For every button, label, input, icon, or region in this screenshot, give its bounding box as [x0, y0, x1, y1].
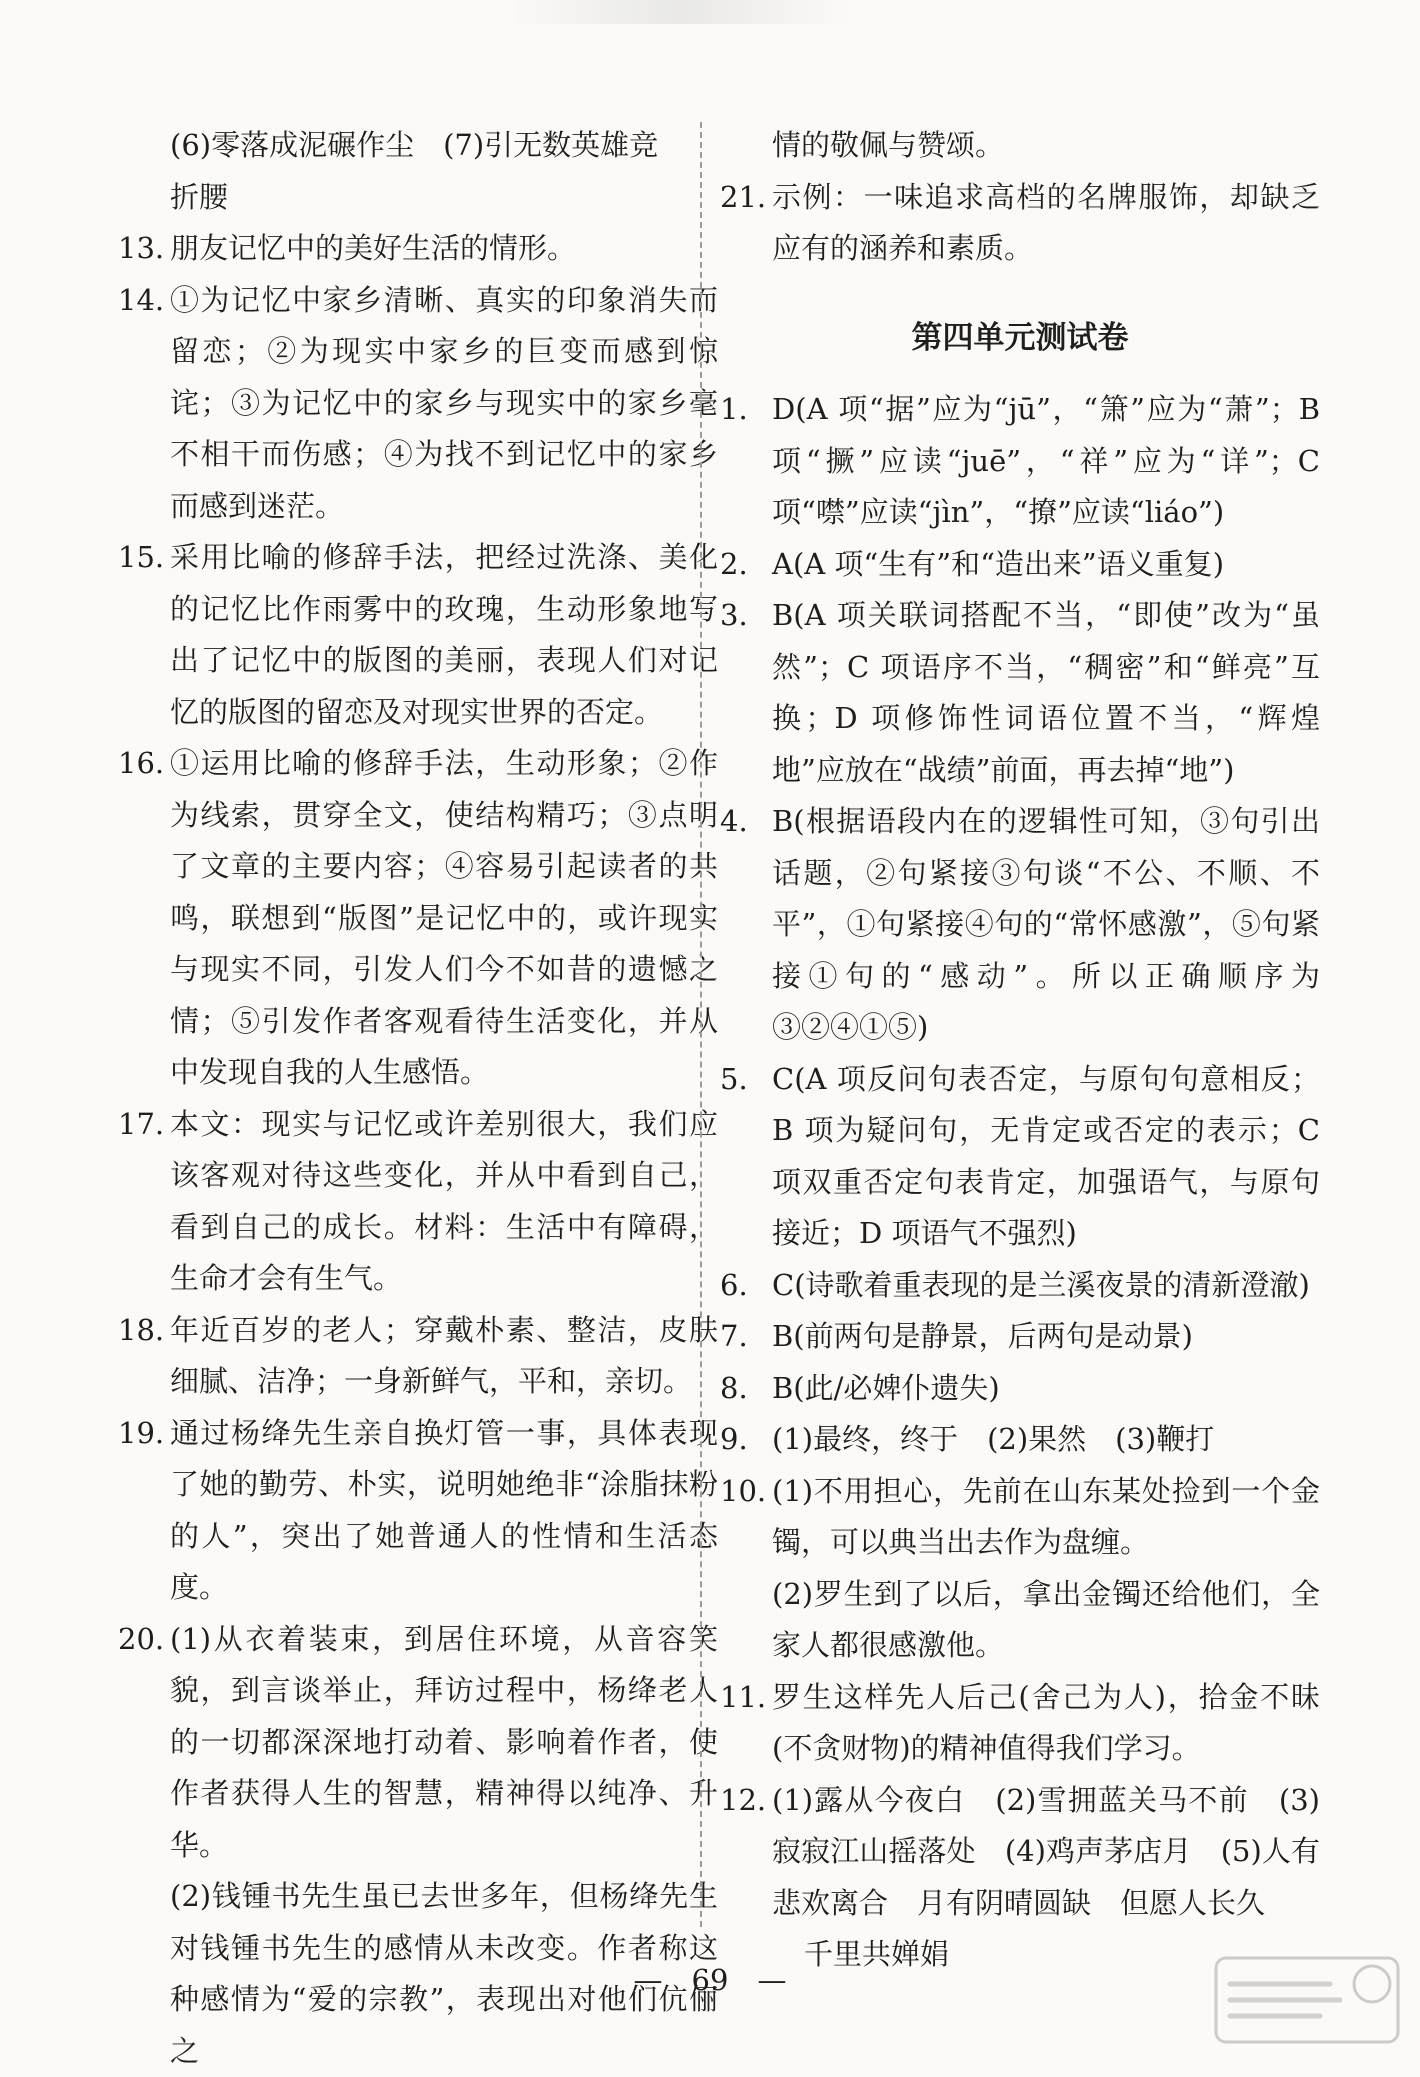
column-divider — [700, 122, 702, 1927]
answer-text: D(A 项“据”应为“jū”，“箫”应为“萧”；B 项“撅”应读“juē”，“祥”应为“详”；C 项“噤”应读“jìn”，“撩”应读“liáo”) — [772, 392, 1320, 529]
watermark-logo-icon — [1212, 1954, 1402, 2046]
answer-text: B(根据语段内在的逻辑性可知，③句引出话题，②句紧接③句谈“不公、不顺、不平”，①句紧接④句的“常怀感激”，⑤句紧接①句的“感动”。所以正确顺序为③②④①⑤) — [772, 804, 1320, 1044]
answer-text: ①运用比喻的修辞手法，生动形象；②作为线索，贯穿全文，使结构精巧；③点明了文章的主要内容；④容易引起读者的共鸣，联想到“版图”是记忆中的，或许现实与现实不同，引发人们今不如昔的遗憾之情；⑤引发作者客观看待生活变化，并从中发现自我的人生感悟。 — [170, 746, 718, 1089]
answer-item — [720, 590, 1320, 796]
answer-item — [118, 1614, 718, 1872]
continued-line: (6)零落成泥碾作尘 (7)引无数英雄竞 — [170, 128, 659, 162]
answer-number: 6. — [720, 1267, 748, 1302]
answer-text: B(此/必婢仆遗失) — [772, 1370, 1000, 1405]
answer-item — [720, 1414, 1320, 1466]
answer-number: 19. — [118, 1415, 165, 1450]
answer-text: ①为记忆中家乡清晰、真实的印象消失而留恋；②为现实中家乡的巨变而感到惊诧；③为记忆中的家乡与现实中的家乡毫不相干而伤感；④为找不到记忆中的家乡而感到迷茫。 — [170, 282, 718, 523]
answer-text: 朋友记忆中的美好生活的情形。 — [170, 231, 577, 265]
answer-text: 罗生这样先人后己(舍己为人)，拾金不昧(不贪财物)的精神值得我们学习。 — [772, 1679, 1320, 1765]
answer-text: B(前两句是静景，后两句是动景) — [772, 1319, 1193, 1353]
answer-number: 7. — [720, 1319, 748, 1353]
answer-item — [720, 1672, 1320, 1775]
answer-number: 4. — [720, 804, 748, 838]
answer-item — [720, 1466, 1320, 1569]
scan-header-smudge — [510, 0, 850, 24]
answer-subpart: (2)钱锺书先生虽已去世多年，但杨绛先生对钱锺书先生的感情从未改变。作者称这种感情为“爱的宗教”，表现出对他们伉俪之 — [170, 1879, 718, 2068]
answer-number: 2. — [720, 546, 748, 581]
answer-text: (1)露从今夜白 (2)雪拥蓝关马不前 (3)寂寂江山摇落处 (4)鸡声茅店月 (5)人有悲欢离合 月有阴晴圆缺 但愿人长久 — [772, 1782, 1320, 1920]
answer-item — [118, 223, 718, 275]
answer-item — [720, 796, 1320, 1054]
answer-text: (1)从衣着装束，到居住环境，从音容笑貌，到言谈举止，拜访过程中，杨绛老人的一切都深深地打动着、影响着作者，使作者获得人生的智慧，精神得以纯净、升华。 — [170, 1621, 718, 1862]
continued-line: 折腰 — [170, 179, 229, 214]
answer-item — [720, 1260, 1320, 1312]
answer-number: 17. — [118, 1106, 165, 1141]
answer-number: 8. — [720, 1370, 748, 1405]
answer-number: 21. — [720, 179, 767, 214]
answer-number: 15. — [118, 540, 165, 574]
answer-text: 采用比喻的修辞手法，把经过洗涤、美化的记忆比作雨雾中的玫瑰，生动形象地写出了记忆中的版图的美丽，表现人们对记忆的版图的留恋及对现实世界的否定。 — [170, 540, 718, 729]
answer-subpart: (2)罗生到了以后，拿出金镯还给他们，全家人都很感激他。 — [772, 1576, 1320, 1662]
answer-number: 9. — [720, 1422, 748, 1456]
answer-number: 14. — [118, 282, 165, 317]
answer-item — [118, 1099, 718, 1305]
answer-text: (1)最终，终于 (2)果然 (3)鞭打 — [772, 1422, 1215, 1456]
answer-number: 18. — [118, 1312, 165, 1347]
left-column — [118, 120, 718, 2077]
answer-item — [118, 1305, 718, 1408]
answer-number: 13. — [118, 231, 165, 265]
answer-text: 示例：一味追求高档的名牌服饰，却缺乏应有的涵养和素质。 — [772, 179, 1320, 265]
answer-text: 年近百岁的老人；穿戴朴素、整洁，皮肤细腻、洁净；一身新鲜气，平和，亲切。 — [170, 1312, 718, 1398]
answer-item — [118, 532, 718, 738]
answer-item — [720, 172, 1320, 275]
answer-item — [118, 1408, 718, 1614]
answer-number: 20. — [118, 1621, 165, 1656]
answer-text: 本文：现实与记忆或许差别很大，我们应该客观对待这些变化，并从中看到自己，看到自己的成长。材料：生活中有障碍，生命才会有生气。 — [170, 1106, 718, 1295]
answer-text: C(A 项反问句表否定，与原句句意相反；B 项为疑问句，无肯定或否定的表示；C 项双重否定句表肯定，加强语气，与原句接近；D 项语气不强烈) — [772, 1061, 1320, 1250]
answer-list — [118, 223, 718, 1871]
answer-number: 11. — [720, 1679, 767, 1714]
answer-number: 3. — [720, 598, 748, 632]
answer-item — [118, 738, 718, 1099]
answer-list — [720, 384, 1320, 1569]
watermark-logo — [1212, 1954, 1402, 2046]
continued-line: 情的敬佩与赞颂。 — [772, 128, 1005, 162]
answer-item — [118, 275, 718, 533]
answer-item — [720, 1775, 1320, 1930]
answer-tail-line: 千里共婵娟 — [804, 1937, 950, 1971]
answer-number: 16. — [118, 746, 165, 780]
answer-item — [720, 1311, 1320, 1363]
answer-number: 10. — [720, 1473, 767, 1508]
answer-number: 1. — [720, 392, 748, 426]
right-column — [720, 120, 1320, 1981]
answer-text: (1)不用担心，先前在山东某处捡到一个金镯，可以典当出去作为盘缠。 — [772, 1473, 1320, 1559]
answer-text: B(A 项关联词搭配不当，“即使”改为“虽然”；C 项语序不当，“稠密”和“鲜亮”互换；D 项修饰性词语位置不当，“辉煌地”应放在“战绩”前面，再去掉“地”) — [772, 598, 1320, 787]
page-number: — 69 — — [633, 1963, 787, 1997]
answer-item — [720, 384, 1320, 539]
answer-item — [720, 1363, 1320, 1415]
answer-text: C(诗歌着重表现的是兰溪夜景的清新澄澈) — [772, 1267, 1310, 1302]
answer-number: 12. — [720, 1782, 767, 1817]
section-title: 第四单元测试卷 — [911, 319, 1129, 356]
answer-item — [720, 539, 1320, 591]
answer-number: 5. — [720, 1061, 748, 1096]
answer-text: 通过杨绛先生亲自换灯管一事，具体表现了她的勤劳、朴实，说明她绝非“涂脂抹粉的人”，突出了她普通人的性情和生活态度。 — [170, 1415, 718, 1604]
answer-text: A(A 项“生有”和“造出来”语义重复) — [772, 546, 1225, 581]
answer-item — [720, 1054, 1320, 1260]
